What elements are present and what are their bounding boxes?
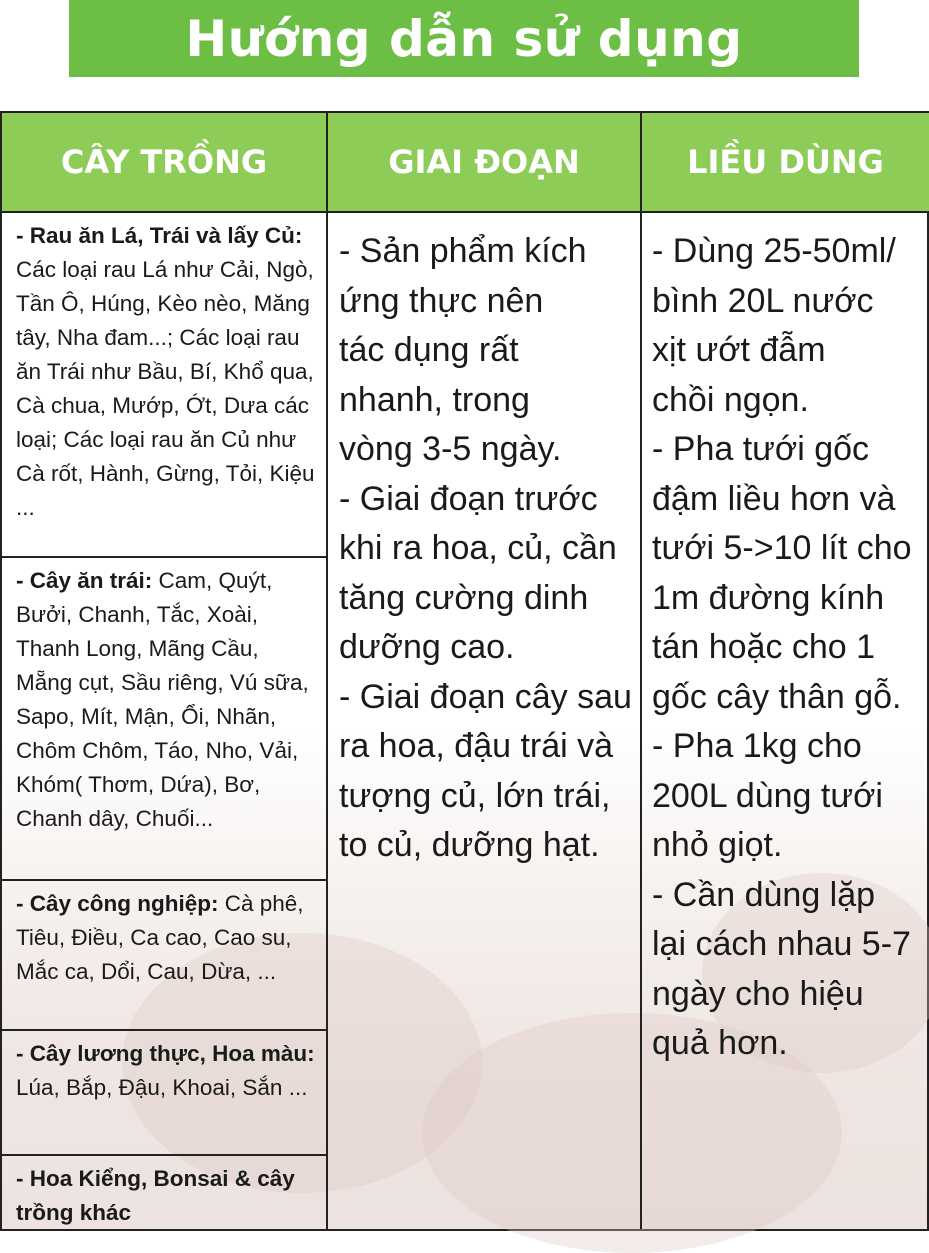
dosage-line: gốc cây thân gỗ. [652, 677, 902, 716]
header-stage-label: GIAI ĐOẠN [388, 143, 580, 181]
crop-description: Các loại rau Lá như Cải, Ngò, Tần Ô, Húng, Kèo nèo, Măng tây, Nha đam...; Các loại rau ăn Trái như Bầu, Bí, Khổ qua, Cà chua, Mướp, Ớt, Dưa các loại; Các loại rau ăn Củ như Cà rốt, Hành, Gừng, Tỏi, Kiệu ... [16, 257, 315, 520]
stage-line: nhanh, trong [339, 380, 530, 419]
crop-name: - Cây công nghiệp: [16, 891, 219, 916]
crop-cell-ornamental [2, 1156, 326, 1231]
dosage-line: tưới 5->10 lít cho [652, 529, 912, 567]
stage-text [328, 213, 640, 871]
header-dosage-label: LIỀU DÙNG [687, 143, 884, 181]
stage-line: tượng củ, lớn trái, [339, 776, 611, 815]
stage-line: to củ, dưỡng hạt. [339, 826, 600, 864]
dosage-line: đậm liều hơn và [652, 479, 896, 518]
crop-cell-food-crops [2, 1031, 326, 1156]
dosage-line: - Pha tưới gốc [652, 430, 870, 468]
dosage-line: - Cần dùng lặp [652, 875, 876, 914]
dosage-line: ngày cho hiệu [652, 974, 864, 1013]
stage-line: tác dụng rất [339, 331, 519, 369]
header-stage [328, 113, 640, 213]
stage-column [328, 113, 642, 1229]
usage-table [0, 111, 929, 1231]
header-dosage [642, 113, 929, 213]
dosage-line: chồi ngọn. [652, 380, 809, 419]
crop-name: - Hoa Kiểng, Bonsai & cây trồng khác [16, 1166, 295, 1225]
header-crop [2, 113, 326, 213]
dosage-line: - Dùng 25-50ml/ [652, 232, 896, 270]
dosage-line: lại cách nhau 5-7 [652, 925, 911, 963]
stage-line: - Giai đoạn trước [339, 479, 598, 518]
crop-cell-vegetables [2, 213, 326, 558]
crop-cell-fruit-trees [2, 558, 326, 881]
dosage-line: 1m đường kính [652, 578, 885, 617]
dosage-line: - Pha 1kg cho [652, 727, 862, 765]
crop-description: Cà phê, Tiêu, Điều, Ca cao, Cao su, Mắc ca, Dổi, Cau, Dừa, ... [16, 891, 304, 984]
stage-line: ứng thực nên [339, 281, 544, 320]
crop-description: Lúa, Bắp, Đậu, Khoai, Sắn ... [16, 1075, 308, 1100]
crop-column [2, 113, 328, 1229]
stage-line: dưỡng cao. [339, 628, 515, 666]
header-crop-label: CÂY TRỒNG [60, 143, 268, 181]
title-banner [69, 0, 859, 77]
crop-cell-industrial [2, 881, 326, 1031]
crop-name: - Cây ăn trái: [16, 568, 153, 593]
dosage-text [642, 213, 929, 1069]
dosage-line: quả hơn. [652, 1024, 788, 1062]
stage-line: - Giai đoạn cây sau [339, 677, 632, 716]
stage-line: vòng 3-5 ngày. [339, 430, 562, 468]
dosage-line: 200L dùng tưới [652, 776, 883, 815]
stage-line: khi ra hoa, củ, cần [339, 529, 617, 567]
crop-description: Cam, Quýt, Bưởi, Chanh, Tắc, Xoài, Thanh Long, Mãng Cầu, Mẵng cụt, Sầu riêng, Vú sữa, Sapo, Mít, Mận, Ổi, Nhãn, Chôm Chôm, Táo, Nho, Vải, Khóm( Thơm, Dứa), Bơ, Chanh dây, Chuối... [16, 568, 309, 831]
crop-name: - Rau ăn Lá, Trái và lấy Củ: [16, 223, 303, 248]
crop-name: - Cây lương thực, Hoa màu: [16, 1041, 315, 1066]
dosage-line: tán hoặc cho 1 [652, 628, 876, 666]
dosage-line: nhỏ giọt. [652, 826, 783, 864]
stage-line: tăng cường dinh [339, 578, 589, 617]
page-title: Hướng dẫn sử dụng [185, 9, 743, 68]
dosage-line: bình 20L nước [652, 281, 874, 320]
stage-line: - Sản phẩm kích [339, 232, 587, 270]
dosage-line: xịt ướt đẫm [652, 331, 826, 369]
stage-line: ra hoa, đậu trái và [339, 727, 614, 765]
dosage-column [642, 113, 929, 1229]
